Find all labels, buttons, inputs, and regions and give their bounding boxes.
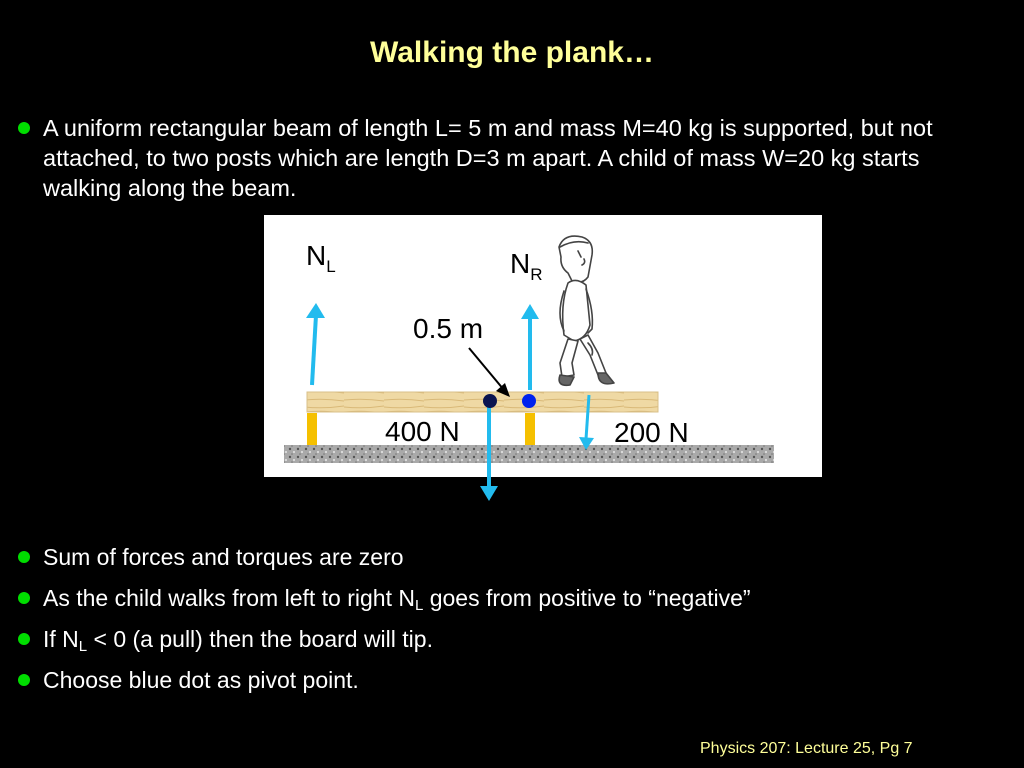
slide-title: Walking the plank… bbox=[370, 36, 654, 69]
plank-diagram-drawing bbox=[264, 215, 822, 515]
ground bbox=[284, 445, 774, 463]
bullet-text: A uniform rectangular beam of length L= 5 m and mass M=40 kg is supported, but not attached, to two posts which are length D=3 m apart. A child of mass W=20 kg starts walking along the beam. bbox=[43, 115, 933, 201]
beam bbox=[307, 392, 658, 412]
normal-force-left-label: $N_L$ bbox=[306, 240, 336, 276]
normal-force-left-arrow bbox=[306, 303, 325, 385]
beam-weight-label: 400 N bbox=[385, 416, 460, 447]
normal-force-right-arrow bbox=[521, 304, 539, 390]
bullet-dot bbox=[18, 633, 30, 645]
slide-footer: Physics 207: Lecture 25, Pg 7 bbox=[700, 740, 913, 757]
left-post bbox=[307, 413, 317, 445]
right-post bbox=[525, 413, 535, 445]
child-figure-icon bbox=[559, 236, 614, 385]
bullet-text: As the child walks from left to right $N_L$ goes from positive to “negative” bbox=[43, 585, 751, 614]
bullet-dot bbox=[18, 674, 30, 686]
bullet-pivot-choice bbox=[18, 665, 998, 695]
bullet-text: If $N_L < 0$ (a pull) then the board will tip. bbox=[43, 626, 433, 655]
bullet-nl-sign-change bbox=[18, 583, 998, 621]
bullet-text: Choose blue dot as pivot point. bbox=[43, 667, 359, 693]
pivot-dot bbox=[522, 394, 536, 408]
normal-force-right-label: $N_R$ bbox=[510, 248, 543, 284]
bullet-forces-torques bbox=[18, 542, 998, 572]
bullet-dot bbox=[18, 122, 30, 134]
bullet-text: Sum of forces and torques are zero bbox=[43, 544, 404, 570]
bullet-dot bbox=[18, 592, 30, 604]
bullet-tip-condition bbox=[18, 624, 998, 662]
center-of-mass-dot bbox=[483, 394, 497, 408]
bullet-dot bbox=[18, 551, 30, 563]
distance-pointer bbox=[469, 348, 510, 397]
bullet-problem-statement bbox=[18, 113, 998, 203]
distance-label: 0.5 m bbox=[413, 313, 484, 344]
child-weight-label: 200 N bbox=[614, 417, 689, 448]
